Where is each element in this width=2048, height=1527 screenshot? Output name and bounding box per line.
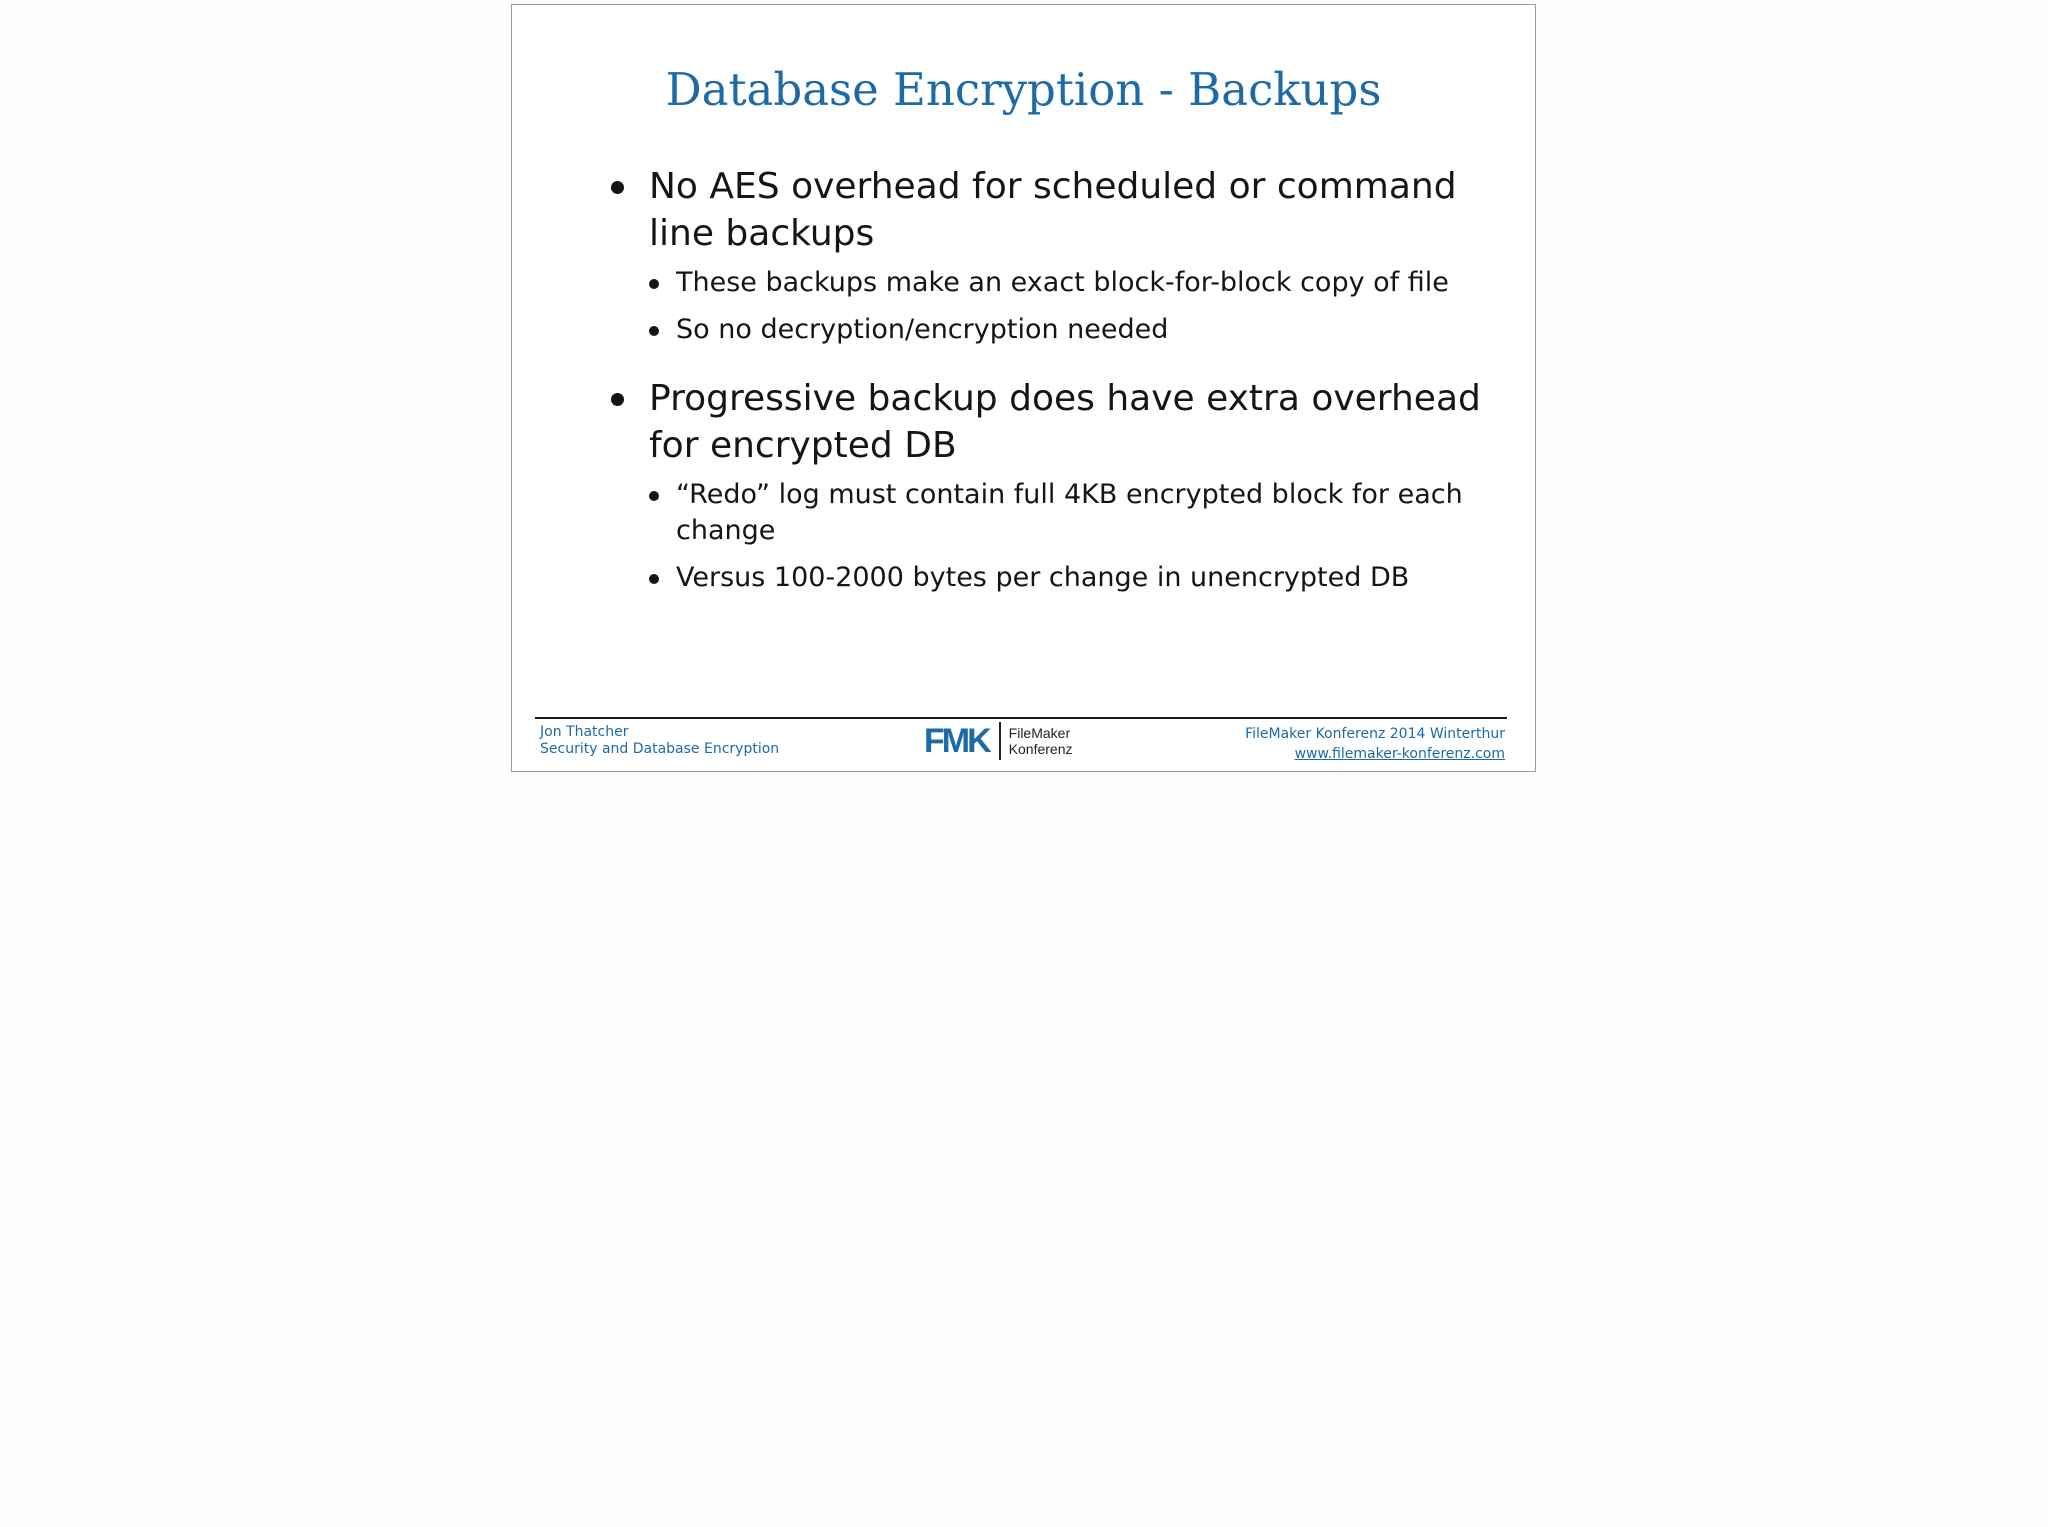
sub-bullet-item: These backups make an exact block-for-block copy of file [649,265,1496,301]
sub-bullet-item: So no decryption/encryption needed [649,312,1496,348]
sub-bullet-item: “Redo” log must contain full 4KB encrypted block for each change [649,477,1496,549]
slide [511,4,1536,772]
footer-right [1245,724,1505,764]
logo-mark: FMK [924,722,989,760]
footer-url-link[interactable]: www.filemaker-konferenz.com [1294,746,1505,762]
footer-author: Jon Thatcher [540,724,629,740]
bullet-item: Progressive backup does have extra overhead for encrypted DB [597,375,1497,469]
footer-divider [535,717,1507,719]
slide-title: Database Encryption - Backups [665,63,1382,116]
logo-text [1009,725,1073,757]
fmk-logo [924,721,1072,761]
bullet-list [597,163,1497,607]
logo-separator [999,722,1001,760]
footer-session: Security and Database Encryption [540,741,780,757]
logo-line-2: Konferenz [1008,741,1073,757]
footer-left [540,724,779,758]
sub-bullet-item: Versus 100-2000 bytes per change in unencrypted DB [649,560,1496,596]
bullet-item: No AES overhead for scheduled or command line backups [597,163,1497,257]
footer-event: FileMaker Konferenz 2014 Winterthur [1245,726,1505,742]
logo-line-1: FileMaker [1008,725,1071,741]
